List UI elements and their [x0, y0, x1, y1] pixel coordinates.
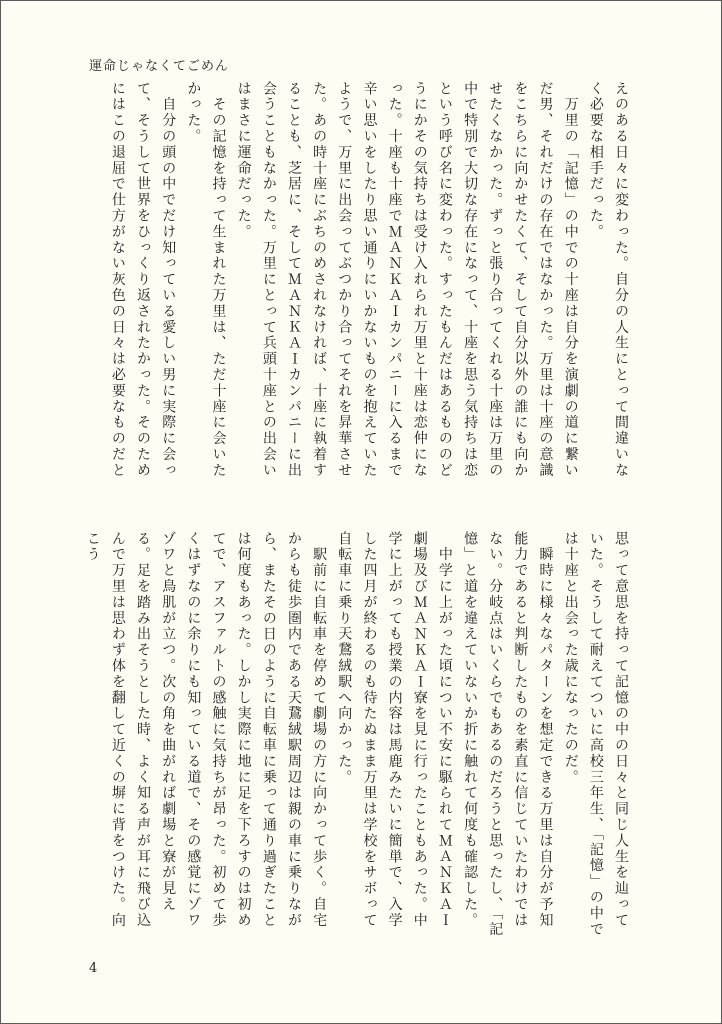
- page-number: 4: [89, 961, 98, 976]
- paragraph: 自分の頭の中でだけ知っている愛しい男に実際に会って、そうして世界をひっくり返されたかった。そのためにはこの退屈で仕方がない灰色の日々は必要なものだと: [109, 81, 177, 479]
- paragraph: 万里の「記憶」の中での十座は自分を演劇の道に繋いだ男、それだけの存在ではなかった。万里は十座の意識をこちらに向かせたくて、そして自分以外の誰にも向かせたくなかった。ずっと張り合ってくれる十座は万里の中で特別で大切な存在になって、十座を思う気持ちは恋という呼び名に変わった。すったもんだはあるもののどうにかその気持ちは受け入れられ万里と十座は恋仲になった。十座も十座でＭＡＮＫＡＩカンパニーに入るまで辛い思いをしたり思い通りにいかないものを抱えていたようで、万里に出会ってぶつかり合ってそれを昇華させた。あの時十座にぶちのめされなければ、十座に執着することも、芝居に、そしてＭＡＮＫＡＩカンパニーに出会うこともなかった。万里にとって兵頭十座との出会いはまさに運命だった。: [235, 81, 579, 479]
- paragraph: えのある日々に変わった。自分の人生にとって間違いなく必要な相手だった。: [587, 81, 629, 479]
- paragraph: 中学に上がった頃につい不安に駆られてＭＡＮＫＡＩ劇場及びＭＡＮＫＡＩ寮を見に行ったこともあった。中学に上がっても授業の内容は馬鹿みたいに簡単で、入学した四月が終わるのも待たぬまま万里は学校をサボって自転車に乗り天鵞絨駅へ向かった。: [336, 531, 453, 929]
- text-block-upper: [87, 81, 633, 489]
- text-block-lower: [84, 531, 633, 939]
- paragraph: 思って意思を持って記憶の中の日々と同じ人生を辿っていた。そうして耐えてついに高校三年生、「記憶」の中では十座と出会った歳になったのだ。: [562, 531, 629, 938]
- running-header: 運命じゃなくてごめん: [89, 59, 230, 74]
- paragraph: 駅前に自転車を停めて劇場の方に向かって歩く。自宅からも徒歩圏内である天鵞絨駅周辺は親の車に乗りながら、またその日のように自転車に乗って通り過ぎたことは何度もあった。しかし実際に地に足を下ろすのは初めてで、アスファルトの感触に気持ちが昂った。初めて歩くはずなのに余りにも知っている道で、その感覚にゾワゾワと鳥肌が立つ。次の角を曲がれば劇場と寮が見える。足を踏み出そうとした時、よく知る声が耳に飛び込んで万里は思わず体を翻して近くの塀に背をつけた。向こう: [84, 531, 328, 929]
- paragraph: その記憶を持って生まれた万里は、ただ十座に会いたかった。: [185, 81, 227, 479]
- paragraph: 瞬時に様々なパターンを想定できる万里は自分が予知能力であると判断したものを素直に信じていたわけではない。分岐点はいくらでもあるのだろうと思ったし、「記憶」と道を違えていないか折に触れて何度も確認した。: [462, 531, 554, 938]
